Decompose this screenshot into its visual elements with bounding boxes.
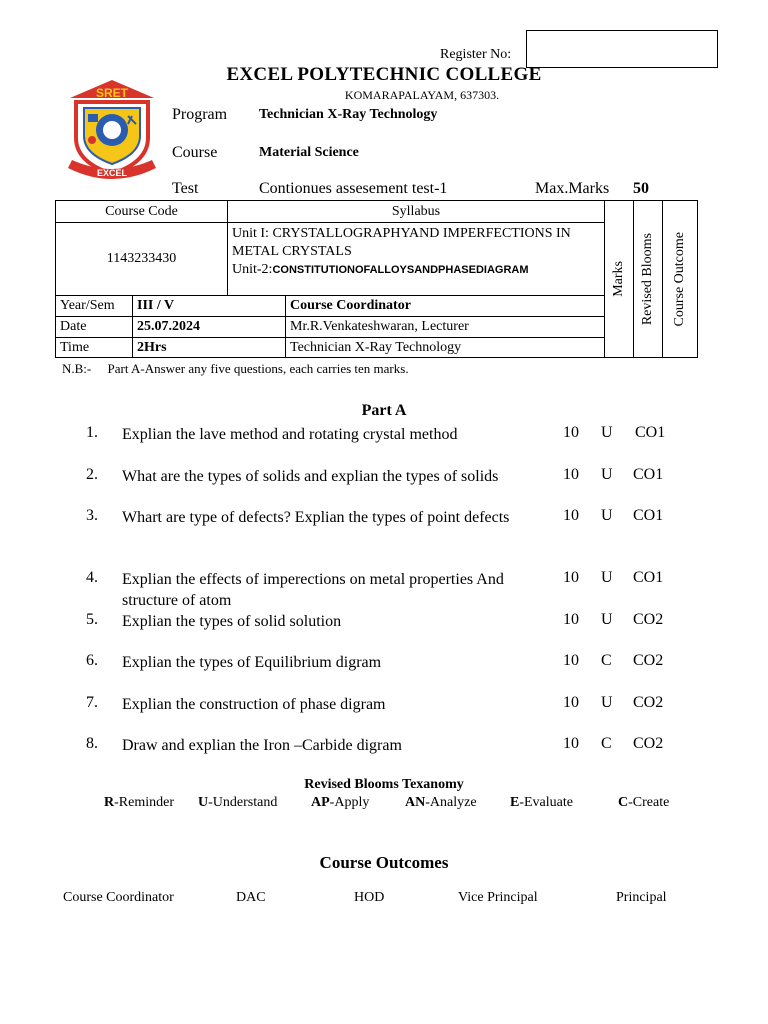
signature-vice-principal: Vice Principal [458, 890, 538, 905]
year-value: III / V [133, 296, 286, 317]
signature-principal: Principal [616, 890, 667, 905]
college-logo [62, 78, 162, 186]
register-label: Register No: [440, 47, 512, 62]
program-value: Technician X-Ray Technology [259, 107, 438, 122]
svg-text:EXCEL: EXCEL [96, 168, 128, 178]
time-label: Time [56, 338, 133, 358]
college-address: KOMARAPALAYAM, 637303. [344, 88, 500, 102]
syllabus-unit-1: Unit I: CRYSTALLOGRAPHYAND IMPERFECTIONS IN METAL CRYSTALS [232, 226, 571, 259]
course-info-table [55, 200, 698, 358]
signature-dac: DAC [236, 890, 266, 905]
computer-icon [88, 114, 98, 122]
rbt-level: U-Understand [198, 795, 278, 810]
course-outcomes-title: Course Outcomes [319, 853, 449, 872]
rbt-level: AN-Analyze [405, 795, 477, 810]
college-name: EXCEL POLYTECHNIC COLLEGE [226, 64, 542, 85]
syllabus-units [228, 223, 605, 296]
blooms-column-header: Revised Blooms [634, 201, 663, 358]
course-code-value: 1143233430 [56, 223, 228, 296]
time-value: 2Hrs [133, 338, 286, 358]
test-label: Test [172, 180, 199, 197]
syllabus-unit-2: Unit-2:CONSTITUTIONOFALLOYSANDPHASEDIAGRAM [232, 262, 529, 277]
outcome-column-header: Course Outcome [663, 201, 698, 358]
course-value: Material Science [259, 145, 359, 160]
test-value: Contionues assesement test-1 [259, 180, 448, 197]
course-code-label: Course Code [56, 201, 228, 223]
rbt-level: AP-Apply [311, 795, 370, 810]
logo-top-text: SRET [95, 86, 129, 100]
rbt-level: R-Reminder [104, 795, 174, 810]
course-label: Course [172, 144, 218, 161]
max-marks-value: 50 [633, 180, 649, 197]
date-label: Date [56, 317, 133, 338]
coordinator-dept: Technician X-Ray Technology [286, 338, 605, 358]
part-title: Part A [361, 402, 407, 419]
rbt-level: C-Create [618, 795, 670, 810]
rbt-level: E-Evaluate [510, 795, 573, 810]
signature-course-coordinator: Course Coordinator [63, 890, 174, 905]
date-value: 25.07.2024 [133, 317, 286, 338]
program-label: Program [172, 106, 228, 123]
register-number-box[interactable] [526, 30, 718, 68]
syllabus-label: Syllabus [228, 201, 605, 223]
max-marks-label: Max.Marks [535, 180, 610, 197]
coordinator-label: Course Coordinator [286, 296, 605, 317]
rbt-title: Revised Blooms Texanomy [304, 777, 464, 792]
instructions: N.B:- Part A-Answer any five questions, each carries ten marks. [62, 361, 409, 376]
signature-hod: HOD [354, 890, 385, 905]
year-label: Year/Sem [56, 296, 133, 317]
coordinator-name: Mr.R.Venkateshwaran, Lecturer [286, 317, 605, 338]
marks-column-header: Marks [605, 201, 634, 358]
